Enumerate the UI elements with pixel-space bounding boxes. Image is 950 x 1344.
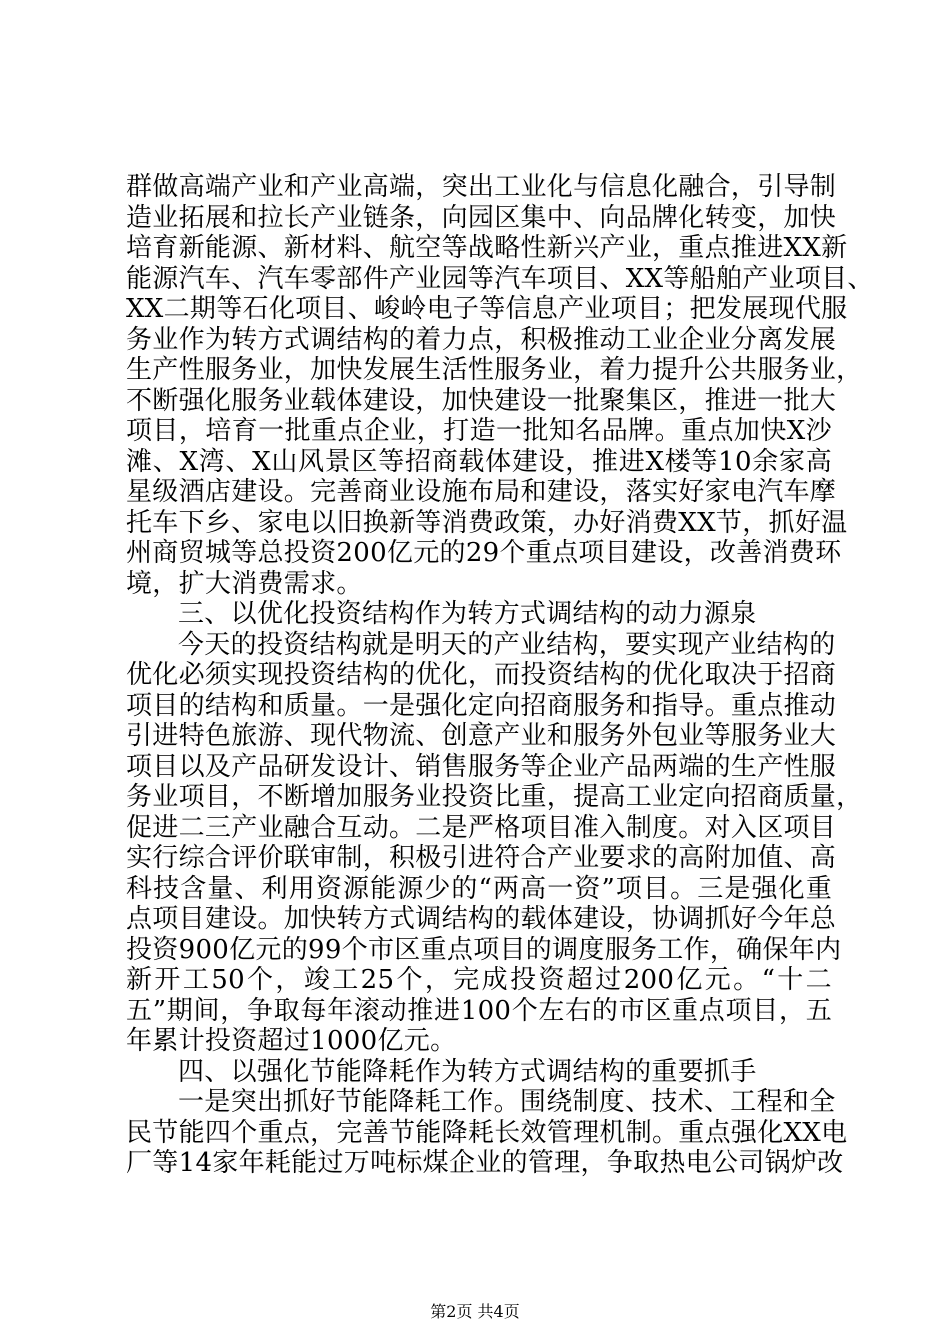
paragraph-line: 托车下乡、家电以旧换新等消费政策，办好消费XX节，抓好温 <box>126 507 848 538</box>
paragraph-line: 能源汽车、汽车零部件产业园等汽车项目、XX等船舶产业项目、 <box>126 263 874 294</box>
paragraph-line: 五”期间，争取每年滚动推进100个左右的市区重点项目，五 <box>126 995 832 1026</box>
paragraph-line: 项目以及产品研发设计、销售服务等企业产品两端的生产性服 <box>126 751 837 782</box>
paragraph-line: 星级酒店建设。完善商业设施布局和建设，落实好家电汽车摩 <box>126 477 837 507</box>
paragraph-line: 科技含量、利用资源能源少的“两高一资”项目。三是强化重 <box>126 873 832 904</box>
paragraph-line: 生产性服务业，加快发展生活性服务业，着力提升公共服务业， <box>126 355 863 385</box>
page-footer <box>0 1302 950 1322</box>
paragraph-line: 实行综合评价联审制，积极引进符合产业要求的高附加值、高 <box>126 843 837 873</box>
paragraph-line: 不断强化服务业载体建设，加快建设一批聚集区，推进一批大 <box>126 385 837 416</box>
section-heading: 四、以强化节能降耗作为转方式调结构的重要抓手 <box>178 1056 757 1087</box>
document-body <box>126 172 874 1179</box>
section-heading: 三、以优化投资结构作为转方式调结构的动力源泉 <box>178 599 757 629</box>
paragraph-line: 项目的结构和质量。一是强化定向招商服务和指导。重点推动 <box>126 690 837 721</box>
paragraph-line: 一是突出抓好节能降耗工作。围绕制度、技术、工程和全 <box>178 1087 836 1117</box>
paragraph-line: 优化必须实现投资结构的优化，而投资结构的优化取决于招商 <box>126 660 837 690</box>
paragraph-line: 厂等14家年耗能过万吨标煤企业的管理，争取热电公司锅炉改 <box>126 1148 844 1178</box>
paragraph-line: 务业作为转方式调结构的着力点，积极推动工业企业分离发展 <box>126 324 837 355</box>
paragraph-line: 务业项目，不断增加服务业投资比重，提高工业定向招商质量， <box>126 782 863 812</box>
paragraph-line: 点项目建设。加快转方式调结构的载体建设，协调抓好今年总 <box>126 904 837 934</box>
paragraph-line: 群做高端产业和产业高端，突出工业化与信息化融合，引导制 <box>126 172 837 202</box>
paragraph-line: 引进特色旅游、现代物流、创意产业和服务外包业等服务业大 <box>126 721 837 751</box>
paragraph-line: 促进二三产业融合互动。二是严格项目准入制度。对入区项目 <box>126 812 837 843</box>
paragraph-line: 滩、X湾、X山风景区等招商载体建设，推进X楼等10余家高 <box>126 446 832 477</box>
paragraph-line: 民节能四个重点，完善节能降耗长效管理机制。重点强化XX电 <box>126 1117 848 1148</box>
paragraph-line: 今天的投资结构就是明天的产业结构，要实现产业结构的 <box>178 629 836 660</box>
page-indicator: 第2页 共4页 <box>430 1302 520 1321</box>
paragraph-line: 新开工50个，竣工25个，完成投资超过200亿元。“十二 <box>126 965 832 995</box>
paragraph-line: XX二期等石化项目、峻岭电子等信息产业项目；把发展现代服 <box>126 294 848 324</box>
paragraph-line: 培育新能源、新材料、航空等战略性新兴产业，重点推进XX新 <box>126 233 848 263</box>
paragraph-line: 境，扩大消费需求。 <box>126 568 363 599</box>
paragraph-line: 投资900亿元的99个市区重点项目的调度服务工作，确保年内 <box>126 934 842 965</box>
paragraph-line: 项目，培育一批重点企业，打造一批知名品牌。重点加快X沙 <box>126 416 832 446</box>
paragraph-line: 造业拓展和拉长产业链条，向园区集中、向品牌化转变，加快 <box>126 202 837 233</box>
paragraph-line: 年累计投资超过1000亿元。 <box>126 1026 457 1056</box>
paragraph-line: 州商贸城等总投资200亿元的29个重点项目建设，改善消费环 <box>126 538 842 568</box>
